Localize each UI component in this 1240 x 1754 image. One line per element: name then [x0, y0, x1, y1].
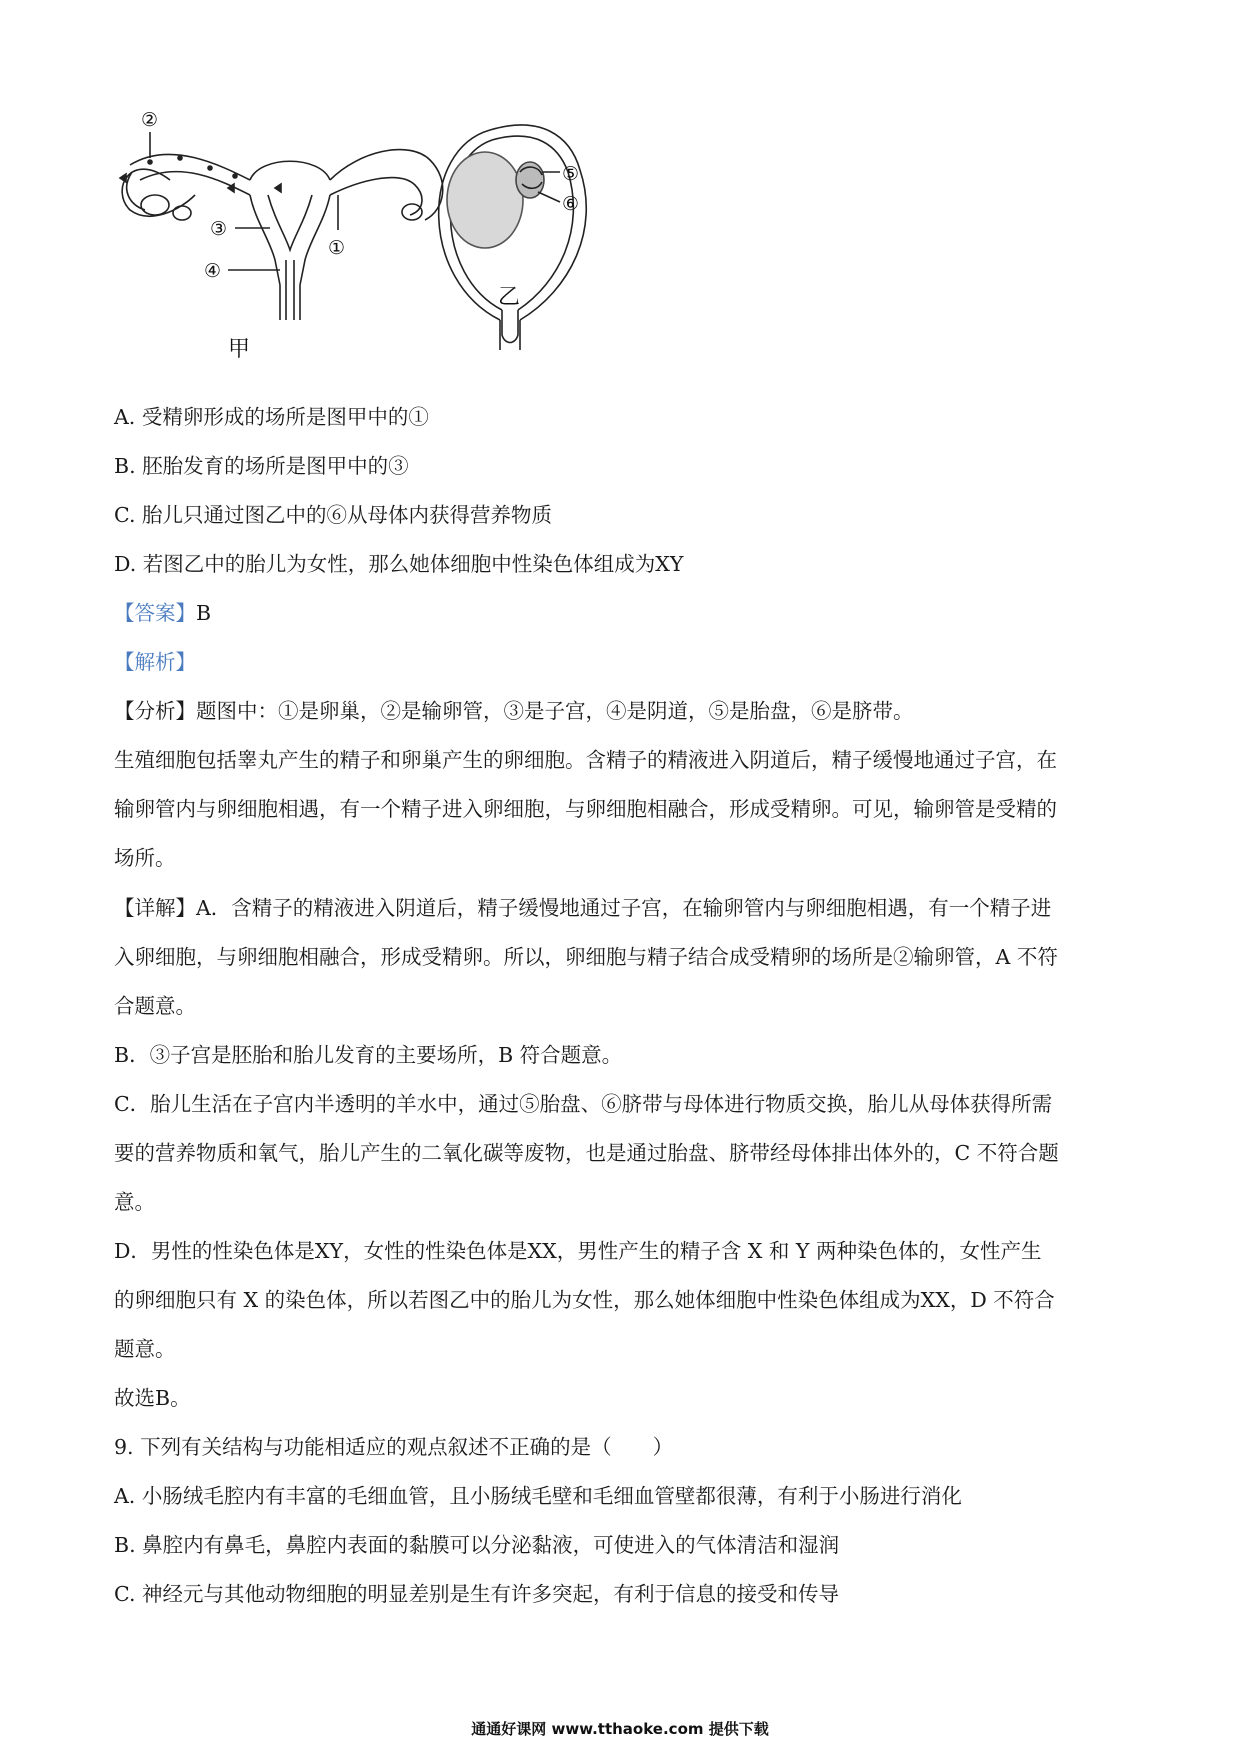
reproductive-figure: [110, 110, 670, 375]
marker-5-yi: ⑤: [562, 163, 580, 185]
conclusion: 故选B。: [114, 1386, 191, 1410]
q8-option-c: C. 胎儿只通过图乙中的⑥从母体内获得营养物质: [114, 503, 552, 527]
xiangjie-c-line2: 要的营养物质和氧气，胎儿产生的二氧化碳等废物，也是通过胎盘、脐带经母体排出体外的，C 不符合题: [114, 1141, 1059, 1165]
xiangjie-line1: [114, 893, 1124, 923]
xiangjie-b-line1: B．③子宫是胚胎和胎儿发育的主要场所，B 符合题意。: [114, 1043, 623, 1067]
analysis-p2-line2: 输卵管内与卵细胞相遇，有一个精子进入卵细胞，与卵细胞相融合，形成受精卵。可见，输卵管是受精的: [114, 797, 1057, 821]
xiangjie-c-line3: 意。: [114, 1190, 155, 1214]
figure-svg: [110, 110, 670, 375]
marker-2-jia: ②: [141, 110, 159, 131]
xiangjie-d-line2: 的卵细胞只有 X 的染色体，所以若图乙中的胎儿为女性，那么她体细胞中性染色体组成为XX，D 不符合: [114, 1288, 1055, 1312]
analysis-p2-line3: 场所。: [114, 846, 176, 870]
answer-value: B: [196, 601, 212, 625]
xiangjie-tag: 【详解】: [114, 896, 196, 920]
xiangjie-c-line1: C．胎儿生活在子宫内半透明的羊水中，通过⑤胎盘、⑥脐带与母体进行物质交换，胎儿从母体获得所需: [114, 1092, 1053, 1116]
label-jia: 甲: [228, 337, 251, 362]
q9-option-a: A. 小肠绒毛腔内有丰富的毛细血管，且小肠绒毛壁和毛细血管壁都很薄，有利于小肠进行消化: [114, 1484, 962, 1508]
xiangjie-d-line1: D．男性的性染色体是XY，女性的性染色体是XX，男性产生的精子含 X 和 Y 两种染色体的，女性产生: [114, 1239, 1042, 1263]
marker-6-yi: ⑥: [562, 193, 580, 215]
analysis-p2-line1: 生殖细胞包括睾丸产生的精子和卵巢产生的卵细胞。含精子的精液进入阴道后，精子缓慢地通过子宫，在: [114, 748, 1057, 772]
analysis-heading: [114, 647, 1124, 677]
q8-option-b: B. 胚胎发育的场所是图甲中的③: [114, 454, 409, 478]
q8-option-a: A. 受精卵形成的场所是图甲中的①: [114, 405, 429, 429]
answer-line: [114, 598, 1124, 628]
diagram-yi: [439, 125, 587, 350]
q9-option-c: C. 神经元与其他动物细胞的明显差别是生有许多突起，有利于信息的接受和传导: [114, 1582, 839, 1606]
fenxi-line: [114, 696, 1124, 726]
fenxi-tag: 【分析】: [114, 699, 196, 723]
answer-tag: 【答案】: [114, 601, 196, 625]
xiangjie-a-line3: 合题意。: [114, 994, 196, 1018]
label-yi: 乙: [498, 285, 521, 310]
fenxi-text: 题图中：①是卵巢，②是输卵管，③是子宫，④是阴道，⑤是胎盘，⑥是脐带。: [196, 699, 914, 723]
xiangjie-d-line3: 题意。: [114, 1337, 176, 1361]
diagram-jia: [120, 132, 443, 320]
q8-option-d: D. 若图乙中的胎儿为女性，那么她体细胞中性染色体组成为XY: [114, 552, 684, 576]
xiangjie-a-text: A．含精子的精液进入阴道后，精子缓慢地通过子宫，在输卵管内与卵细胞相遇，有一个精子进: [196, 896, 1052, 920]
marker-4-jia: ④: [204, 260, 222, 282]
footer: 通通好课网 www.tthaoke.com 提供下载: [471, 1720, 769, 1738]
q9-stem: 9. 下列有关结构与功能相适应的观点叙述不正确的是（ ）: [114, 1435, 674, 1459]
marker-1-jia: ①: [328, 237, 346, 259]
xiangjie-a-line2: 入卵细胞，与卵细胞相融合，形成受精卵。所以，卵细胞与精子结合成受精卵的场所是②输卵管，A 不符: [114, 945, 1058, 969]
analysis-tag: 【解析】: [114, 650, 196, 674]
q9-option-b: B. 鼻腔内有鼻毛，鼻腔内表面的黏膜可以分泌黏液，可使进入的气体清洁和湿润: [114, 1533, 840, 1557]
marker-3-jia: ③: [210, 218, 228, 240]
